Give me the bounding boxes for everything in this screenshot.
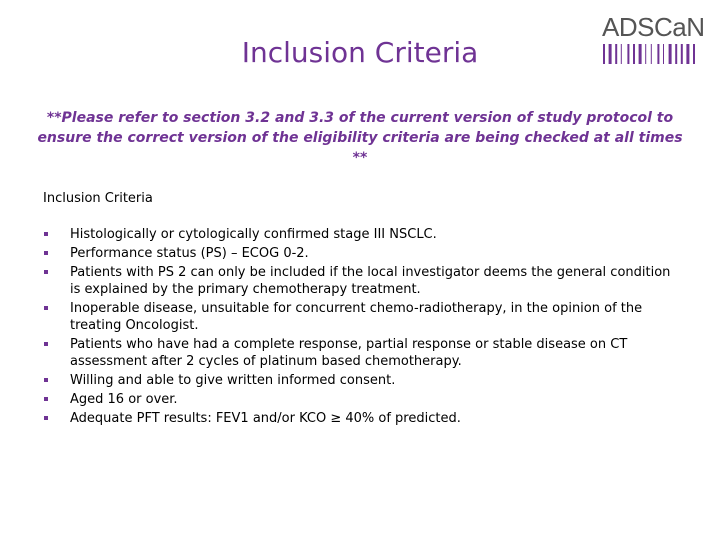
page-title: Inclusion Criteria — [241, 36, 479, 69]
square-bullet-icon — [44, 342, 48, 346]
notice-line-2: ensure the correct version of the eligibility criteria are being checked at all times ** — [37, 130, 683, 166]
square-bullet-icon — [44, 251, 48, 255]
criterion-text: Willing and able to give written informed consent. — [70, 373, 396, 388]
square-bullet-icon — [44, 232, 48, 236]
square-bullet-icon — [44, 416, 48, 420]
square-bullet-icon — [44, 270, 48, 274]
list-item — [43, 226, 683, 243]
criterion-text: Adequate PFT results: FEV1 and/or KCO ≥ 40% of predicted. — [70, 411, 461, 426]
protocol-notice — [30, 108, 690, 168]
list-item — [43, 372, 683, 389]
square-bullet-icon — [44, 397, 48, 401]
notice-line-1: **Please refer to section 3.2 and 3.3 of the current version of study protocol to — [46, 110, 674, 126]
list-item — [43, 300, 683, 334]
list-item — [43, 264, 683, 298]
list-item — [43, 245, 683, 262]
list-item — [43, 410, 683, 427]
square-bullet-icon — [44, 306, 48, 310]
criteria-list — [43, 226, 683, 429]
list-item — [43, 391, 683, 408]
section-heading: Inclusion Criteria — [43, 191, 153, 206]
criterion-text: Histologically or cytologically confirmed stage III NSCLC. — [70, 227, 437, 242]
logo-text: ADSCaN — [602, 12, 705, 42]
criterion-text: Inoperable disease, unsuitable for concurrent chemo-radiotherapy, in the opinion of the treating Oncologist. — [70, 301, 643, 333]
criterion-text: Patients who have had a complete response, partial response or stable disease on CT assessment after 2 cycles of platinum based chemotherapy. — [70, 337, 628, 369]
criterion-text: Performance status (PS) – ECOG 0-2. — [70, 246, 309, 261]
criterion-text: Patients with PS 2 can only be included if the local investigator deems the general condition is explained by the primary chemotherapy treatment. — [70, 265, 671, 297]
list-item — [43, 336, 683, 370]
criterion-text: Aged 16 or over. — [70, 392, 178, 407]
square-bullet-icon — [44, 378, 48, 382]
